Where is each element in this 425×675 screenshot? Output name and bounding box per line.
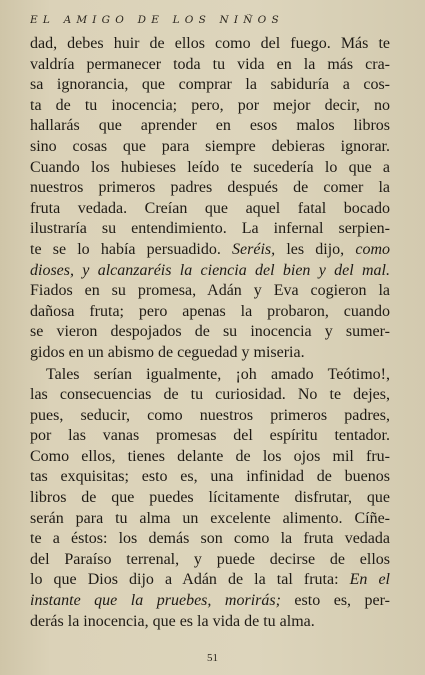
italic-text: instante que la pruebes, morirás; bbox=[30, 592, 281, 610]
text-segment: Fiados en su promesa, Adán y Eva cogieron la bbox=[30, 282, 390, 300]
text-line bbox=[30, 281, 390, 302]
text-segment: ilustraría su entendimiento. La infernal serpien- bbox=[30, 220, 390, 238]
text-line bbox=[30, 137, 390, 158]
text-line bbox=[30, 529, 390, 550]
text-line bbox=[30, 591, 390, 612]
text-segment: se vieron despojados de su inocencia y sumer- bbox=[30, 323, 390, 341]
text-line bbox=[30, 34, 390, 55]
text-segment: Cuando los hubieses leído te sucedería lo que a bbox=[30, 158, 390, 176]
text-segment: Como ellos, tienes delante de los ojos mil fru- bbox=[30, 447, 390, 465]
text-segment: ta de tu inocencia; pero, por mejor decir, no bbox=[30, 96, 390, 114]
text-segment: lo que Dios dijo a Adán de la tal fruta: bbox=[30, 571, 350, 589]
italic-text: como bbox=[355, 240, 390, 258]
text-line bbox=[30, 199, 390, 220]
text-segment: Tales serían igualmente, ¡oh amado Teótimo!, bbox=[46, 365, 390, 383]
text-line bbox=[30, 447, 390, 468]
text-line bbox=[30, 322, 390, 343]
text-segment: dad, debes huir de ellos como del fuego. Más te bbox=[30, 35, 390, 52]
text-line bbox=[30, 467, 390, 488]
text-segment: les dijo, bbox=[275, 240, 356, 258]
text-line bbox=[30, 509, 390, 530]
text-line bbox=[30, 612, 390, 633]
text-segment: te se lo había persuadido. bbox=[30, 240, 233, 258]
text-segment: libros de que puedes lícitamente disfrutar, que bbox=[30, 489, 390, 507]
text-segment: derás la inocencia, que es la vida de tu alma. bbox=[30, 612, 315, 630]
text-line bbox=[30, 75, 390, 96]
body-text bbox=[30, 34, 390, 632]
text-line bbox=[30, 302, 390, 323]
text-line bbox=[30, 385, 390, 406]
text-line bbox=[30, 240, 390, 261]
text-line bbox=[30, 570, 390, 591]
text-line bbox=[30, 550, 390, 571]
text-line bbox=[30, 365, 390, 386]
text-segment: fruta vedada. Creían que aquel fatal bocado bbox=[30, 199, 390, 217]
text-line bbox=[30, 158, 390, 179]
text-segment: sino cosas que para siempre debieras ignorar. bbox=[30, 137, 390, 155]
text-line bbox=[30, 178, 390, 199]
text-line bbox=[30, 406, 390, 427]
text-line bbox=[30, 96, 390, 117]
text-segment: hallarás que aprender en esos malos libros bbox=[30, 117, 390, 135]
italic-text: dioses, y alcanzaréis la ciencia del bien y del mal. bbox=[30, 261, 390, 279]
text-segment: del Paraíso terrenal, y puede decirse de ellos bbox=[30, 550, 390, 568]
text-line bbox=[30, 426, 390, 447]
text-segment: tas exquisitas; esto es, una infinidad de buenos bbox=[30, 468, 390, 486]
italic-text: Seréis, bbox=[232, 240, 276, 258]
text-line bbox=[30, 219, 390, 240]
text-segment: por las vanas promesas del espíritu tentador. bbox=[30, 427, 390, 445]
text-segment: sa ignorancia, que comprar la sabiduría a cos- bbox=[30, 76, 390, 94]
text-segment: valdría permanecer toda tu vida en la más cra- bbox=[30, 55, 390, 73]
text-line bbox=[30, 55, 390, 76]
page-number: 51 bbox=[207, 652, 218, 664]
italic-text: En el bbox=[349, 571, 391, 589]
text-segment: esto es, per- bbox=[280, 592, 390, 610]
text-line bbox=[30, 116, 390, 137]
running-head: EL AMIGO DE LOS NIÑOS bbox=[30, 14, 284, 26]
text-line bbox=[30, 343, 390, 364]
text-segment: dañosa fruta; pero apenas la probaron, cuando bbox=[30, 302, 390, 320]
text-segment: pues, seducir, como nuestros primeros padres, bbox=[30, 406, 390, 424]
text-segment: te a éstos: los demás son como la fruta vedada bbox=[30, 530, 390, 548]
text-line bbox=[30, 261, 390, 282]
text-segment: gidos en un abismo de ceguedad y miseria. bbox=[30, 343, 305, 361]
text-segment: las consecuencias de tu curiosidad. No te dejes, bbox=[30, 386, 390, 404]
text-segment: serán para tu alma un excelente alimento. Cíñe- bbox=[30, 509, 390, 527]
text-line bbox=[30, 488, 390, 509]
text-segment: nuestros primeros padres después de comer la bbox=[30, 179, 390, 197]
